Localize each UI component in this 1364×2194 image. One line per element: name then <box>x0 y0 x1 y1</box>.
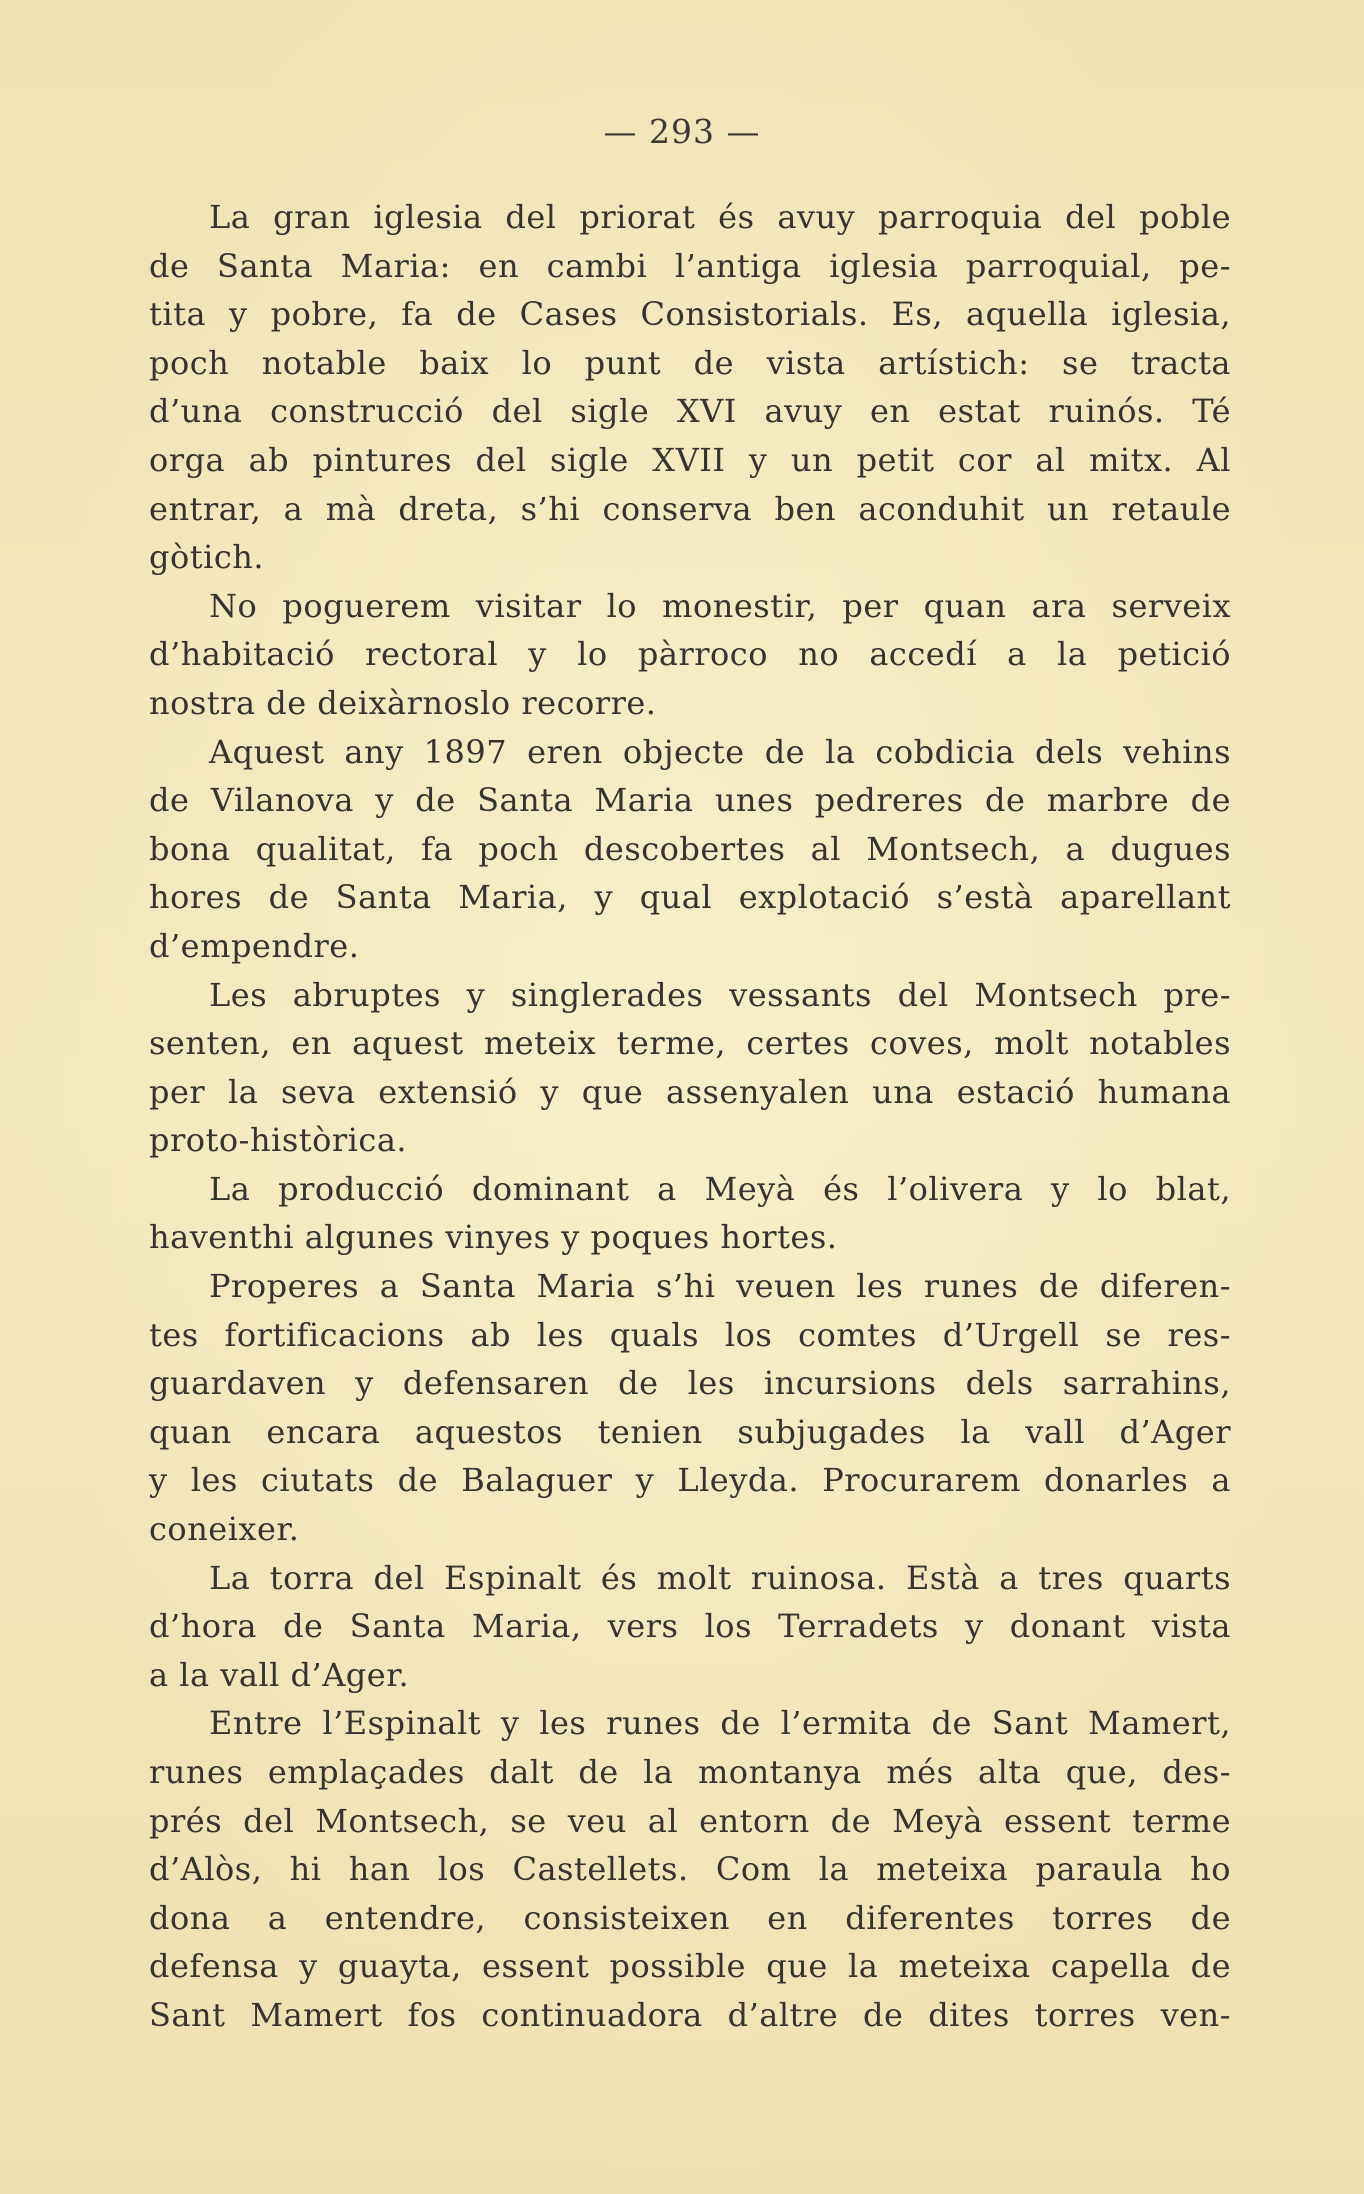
text-line: Les abruptes y singlerades vessants del Montsech pre- <box>209 975 1231 1014</box>
text-line: hores de Santa Maria, y qual explotació s’està aparellant <box>149 878 1231 917</box>
paragraph-3 <box>149 728 1231 971</box>
paragraph-7 <box>149 1554 1231 1700</box>
text-line: prés del Montsech, se veu al entorn de Meyà essent terme <box>149 1801 1231 1840</box>
text-line: d’Alòs, hi han los Castellets. Com la meteixa paraula ho <box>149 1850 1231 1889</box>
text-line: poch notable baix lo punt de vista artístich: se tracta <box>149 343 1231 382</box>
text-line: tita y pobre, fa de Cases Consistorials. Es, aquella iglesia, <box>149 295 1231 334</box>
text-line: Aquest any 1897 eren objecte de la cobdicia dels vehins <box>209 732 1231 771</box>
paragraph-4 <box>149 971 1231 1165</box>
text-line: Properes a Santa Maria s’hi veuen les runes de diferen- <box>209 1267 1231 1306</box>
text-line: dona a entendre, consisteixen en diferentes torres de <box>149 1898 1231 1937</box>
paragraph-1 <box>149 193 1231 582</box>
text-line: haventhi algunes vinyes y poques hortes. <box>149 1218 838 1257</box>
text-line: guardaven y defensaren de les incursions dels sarrahins, <box>149 1364 1231 1403</box>
text-line: Sant Mamert fos continuadora d’altre de dites torres ven- <box>149 1995 1231 2034</box>
text-line: runes emplaçades dalt de la montanya més alta que, des- <box>149 1753 1231 1791</box>
text-line: La gran iglesia del priorat és avuy parroquia del poble <box>209 198 1231 236</box>
text-line: La producció dominant a Meyà és l’olivera y lo blat, <box>209 1169 1231 1208</box>
text-line: a la vall d’Ager. <box>149 1655 410 1694</box>
paragraph-6 <box>149 1262 1231 1554</box>
paragraph-5 <box>149 1165 1231 1262</box>
text-line: tes fortificacions ab les quals los comtes d’Urgell se res- <box>149 1315 1231 1354</box>
paragraph-8 <box>149 1699 1231 2039</box>
text-line: de Vilanova y de Santa Maria unes pedreres de marbre de <box>149 781 1231 820</box>
text-line: d’hora de Santa Maria, vers los Terradets y donant vista <box>149 1607 1231 1646</box>
text-line: d’habitació rectoral y lo pàrroco no accedí a la petició <box>149 635 1231 674</box>
text-line: d’empendre. <box>149 926 360 965</box>
text-line: de Santa Maria: en cambi l’antiga iglesia parroquial, pe- <box>149 246 1231 285</box>
text-line: coneixer. <box>149 1510 300 1549</box>
page-number: — 293 — <box>603 112 761 151</box>
text-line: defensa y guayta, essent possible que la meteixa capella de <box>149 1947 1231 1986</box>
text-line: No poguerem visitar lo monestir, per quan ara serveix <box>209 586 1231 625</box>
text-line: per la seva extensió y que assenyalen una estació humana <box>149 1072 1231 1111</box>
text-line: gòtich. <box>149 538 265 577</box>
text-line: y les ciutats de Balaguer y Lleyda. Procurarem donarles a <box>149 1461 1231 1500</box>
body-text <box>149 193 1231 2040</box>
text-line: quan encara aquestos tenien subjugades la vall d’Ager <box>149 1412 1231 1451</box>
text-line: senten, en aquest meteix terme, certes coves, molt notables <box>149 1024 1231 1063</box>
text-line: entrar, a mà dreta, s’hi conserva ben aconduhit un retaule <box>149 489 1231 528</box>
paragraph-2 <box>149 582 1231 728</box>
text-line: orga ab pintures del sigle XVII y un petit cor al mitx. Al <box>149 440 1231 479</box>
text-line: nostra de deixàrnoslo recorre. <box>149 683 657 722</box>
text-line: bona qualitat, fa poch descobertes al Montsech, a dugues <box>149 829 1231 868</box>
text-line: La torra del Espinalt és molt ruinosa. Està a tres quarts <box>209 1558 1231 1597</box>
text-line: d’una construcció del sigle XVI avuy en estat ruinós. Té <box>149 392 1231 431</box>
text-line: Entre l’Espinalt y les runes de l’ermita de Sant Mamert, <box>209 1704 1231 1743</box>
text-line: proto-històrica. <box>149 1121 408 1160</box>
